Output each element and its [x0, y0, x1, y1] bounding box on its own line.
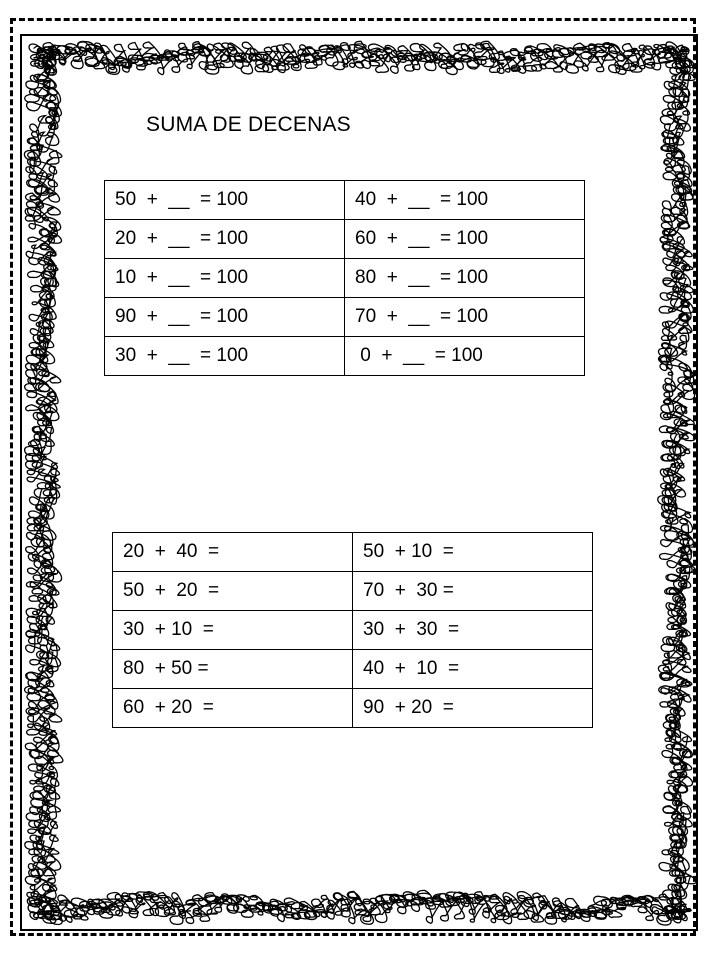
- equation-cell: 10 + __ = 100: [105, 259, 345, 298]
- equation-cell: 30 + __ = 100: [105, 337, 345, 376]
- worksheet-title: SUMA DE DECENAS: [146, 113, 351, 136]
- equation-cell: 50 + 20 =: [113, 572, 353, 611]
- table-row: [113, 650, 593, 689]
- equation-cell: 80 + 50 =: [113, 650, 353, 689]
- equation-cell: 20 + 40 =: [113, 533, 353, 572]
- table-row: [113, 533, 593, 572]
- equation-cell: 30 + 30 =: [353, 611, 593, 650]
- equation-cell: 20 + __ = 100: [105, 220, 345, 259]
- fill-blank-table: [104, 180, 585, 376]
- table-row: [113, 689, 593, 728]
- equation-cell: 30 + 10 =: [113, 611, 353, 650]
- table-row: [105, 259, 585, 298]
- equation-cell: 90 + 20 =: [353, 689, 593, 728]
- equation-cell: 90 + __ = 100: [105, 298, 345, 337]
- equation-cell: 70 + 30 =: [353, 572, 593, 611]
- table-row: [105, 298, 585, 337]
- equation-cell: 40 + __ = 100: [345, 181, 585, 220]
- equation-cell: 50 + __ = 100: [105, 181, 345, 220]
- addition-table: [112, 532, 593, 728]
- table-row: [113, 611, 593, 650]
- table-row: [113, 572, 593, 611]
- equation-cell: 70 + __ = 100: [345, 298, 585, 337]
- table-row: [105, 181, 585, 220]
- equation-cell: 60 + 20 =: [113, 689, 353, 728]
- equation-cell: 40 + 10 =: [353, 650, 593, 689]
- equation-cell: 60 + __ = 100: [345, 220, 585, 259]
- equation-cell: 80 + __ = 100: [345, 259, 585, 298]
- table-row: [105, 220, 585, 259]
- equation-cell: 50 + 10 =: [353, 533, 593, 572]
- equation-cell: 0 + __ = 100: [345, 337, 585, 376]
- table-row: [105, 337, 585, 376]
